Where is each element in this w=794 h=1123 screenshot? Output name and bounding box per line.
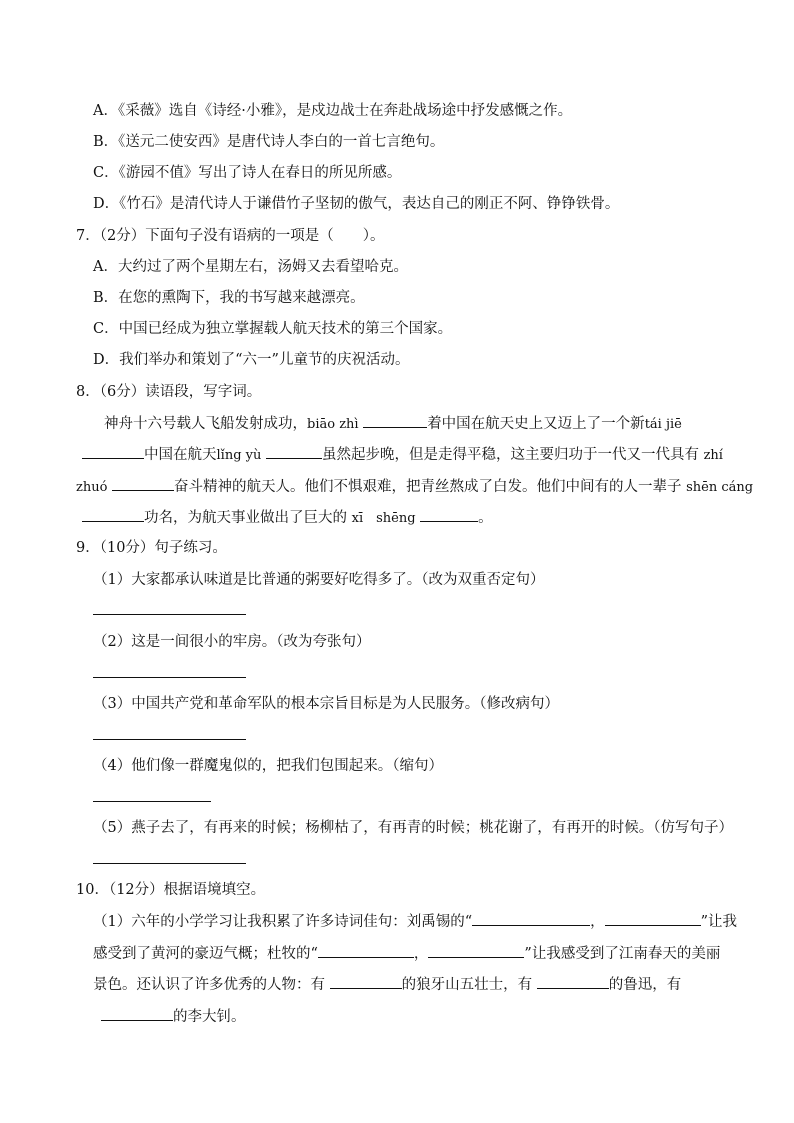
fill-blank[interactable] (537, 974, 609, 989)
fill-blank[interactable] (420, 507, 478, 522)
q10-text: 的狼牙山五壮士，有 (401, 977, 533, 993)
q9-item-2: （2）这是一间很小的牢房。（改为夸张句） (93, 634, 371, 650)
answer-line[interactable] (93, 739, 246, 740)
q10-line-1 (93, 911, 737, 932)
q10-text: （1）六年的小学学习让我积累了许多诗词佳句：刘禹锡的“ (93, 914, 473, 930)
pinyin-prompt: biāo zhì (307, 417, 359, 432)
q7-option-a: A．大约过了两个星期左右，汤姆又去看望哈克。 (93, 259, 408, 275)
q6-option-d: D．《竹石》是清代诗人于谦借竹子坚韧的傲气，表达自己的刚正不阿、铮铮铁骨。 (93, 196, 620, 212)
q8-text: 神舟十六号载人飞船发射成功， (104, 416, 307, 432)
fill-blank[interactable] (605, 911, 701, 926)
fill-blank[interactable] (266, 444, 322, 459)
answer-line[interactable] (93, 801, 211, 802)
q7-option-c: C．中国已经成为独立掌握载人航天技术的第三个国家。 (93, 321, 453, 337)
q9-item-3: （3）中国共产党和革命军队的根本宗旨目标是为人民服务。（修改病句） (93, 696, 559, 712)
fill-blank[interactable] (82, 444, 144, 459)
pinyin-prompt: zhí (703, 448, 723, 463)
q10-line-3 (93, 974, 681, 995)
q10-text: 的鲁迅，有 (608, 977, 682, 993)
answer-line[interactable] (93, 863, 246, 864)
answer-line[interactable] (93, 614, 246, 615)
q8-text: 。 (478, 510, 493, 526)
q8-text: 奋斗精神的航天人。他们不惧艰难，把青丝熬成了白发。他们中间有的人一辈子 (174, 479, 682, 495)
fill-blank[interactable] (363, 413, 427, 428)
fill-blank[interactable] (428, 943, 524, 958)
q10-line-4 (101, 1006, 246, 1027)
q8-line-2 (82, 444, 723, 466)
q8-text: 虽然起步晚，但是走得平稳，这主要归功于一代又一代具有 (321, 447, 699, 463)
fill-blank[interactable] (82, 507, 144, 522)
fill-blank[interactable] (472, 911, 590, 926)
answer-line[interactable] (93, 677, 246, 678)
pinyin-prompt: zhuó (76, 480, 108, 495)
q8-line-4 (82, 507, 493, 529)
q10-text: 感受到了黄河的豪迈气概；杜牧的“ (93, 946, 318, 962)
fill-blank[interactable] (112, 476, 174, 491)
q9-item-1: （1）大家都承认味道是比普通的粥要好吃得多了。（改为双重否定句） (93, 572, 545, 588)
q7-option-d: D．我们举办和策划了“六一”儿童节的庆祝活动。 (93, 352, 410, 368)
q8-line-1 (104, 413, 682, 435)
q10-text: ， (413, 946, 429, 962)
q10-text: 景色。还认识了许多优秀的人物：有 (93, 977, 325, 993)
q7-option-b: B．在您的熏陶下，我的书写越来越漂亮。 (93, 290, 365, 306)
q9-item-5: （5）燕子去了，有再来的时候；杨柳枯了，有再青的时候；桃花谢了，有再开的时候。（仿写句子） (93, 820, 733, 836)
fill-blank[interactable] (318, 943, 414, 958)
q7-stem: 7．（2分）下面句子没有语病的一项是（ ）。 (76, 228, 385, 244)
pinyin-prompt: tái jiē (644, 417, 682, 432)
fill-blank[interactable] (330, 974, 402, 989)
pinyin-prompt: lǐng yù (216, 448, 262, 463)
fill-blank[interactable] (101, 1006, 173, 1021)
q10-stem: 10．（12分）根据语境填空。 (76, 882, 266, 898)
q8-text: 功名，为航天事业做出了巨大的 (144, 510, 347, 526)
q10-text: ， (590, 914, 605, 930)
pinyin-prompt: xī shēng (351, 511, 416, 526)
q10-text: ”让我感受到了江南春天的美丽 (524, 946, 721, 962)
q9-stem: 9．（10分）句子练习。 (76, 540, 227, 556)
q6-option-a: A．《采薇》选自《诗经·小雅》，是戍边战士在奔赴战场途中抒发感慨之作。 (93, 103, 573, 119)
q8-text: 着中国在航天史上又迈上了一个新 (427, 416, 645, 432)
q8-stem: 8．（6分）读语段，写字词。 (76, 384, 262, 400)
q9-item-4: （4）他们像一群魔鬼似的，把我们包围起来。（缩句） (93, 758, 443, 774)
q10-text: ”让我 (700, 914, 738, 930)
q10-text: 的李大钊。 (173, 1009, 246, 1025)
q8-text: 中国在航天 (144, 447, 217, 463)
pinyin-prompt: shēn cáng (686, 480, 754, 495)
q10-line-2 (93, 943, 720, 964)
q6-option-b: B．《送元二使安西》是唐代诗人李白的一首七言绝句。 (93, 134, 445, 150)
q6-option-c: C．《游园不值》写出了诗人在春日的所见所感。 (93, 165, 402, 181)
q8-line-3 (76, 476, 753, 498)
